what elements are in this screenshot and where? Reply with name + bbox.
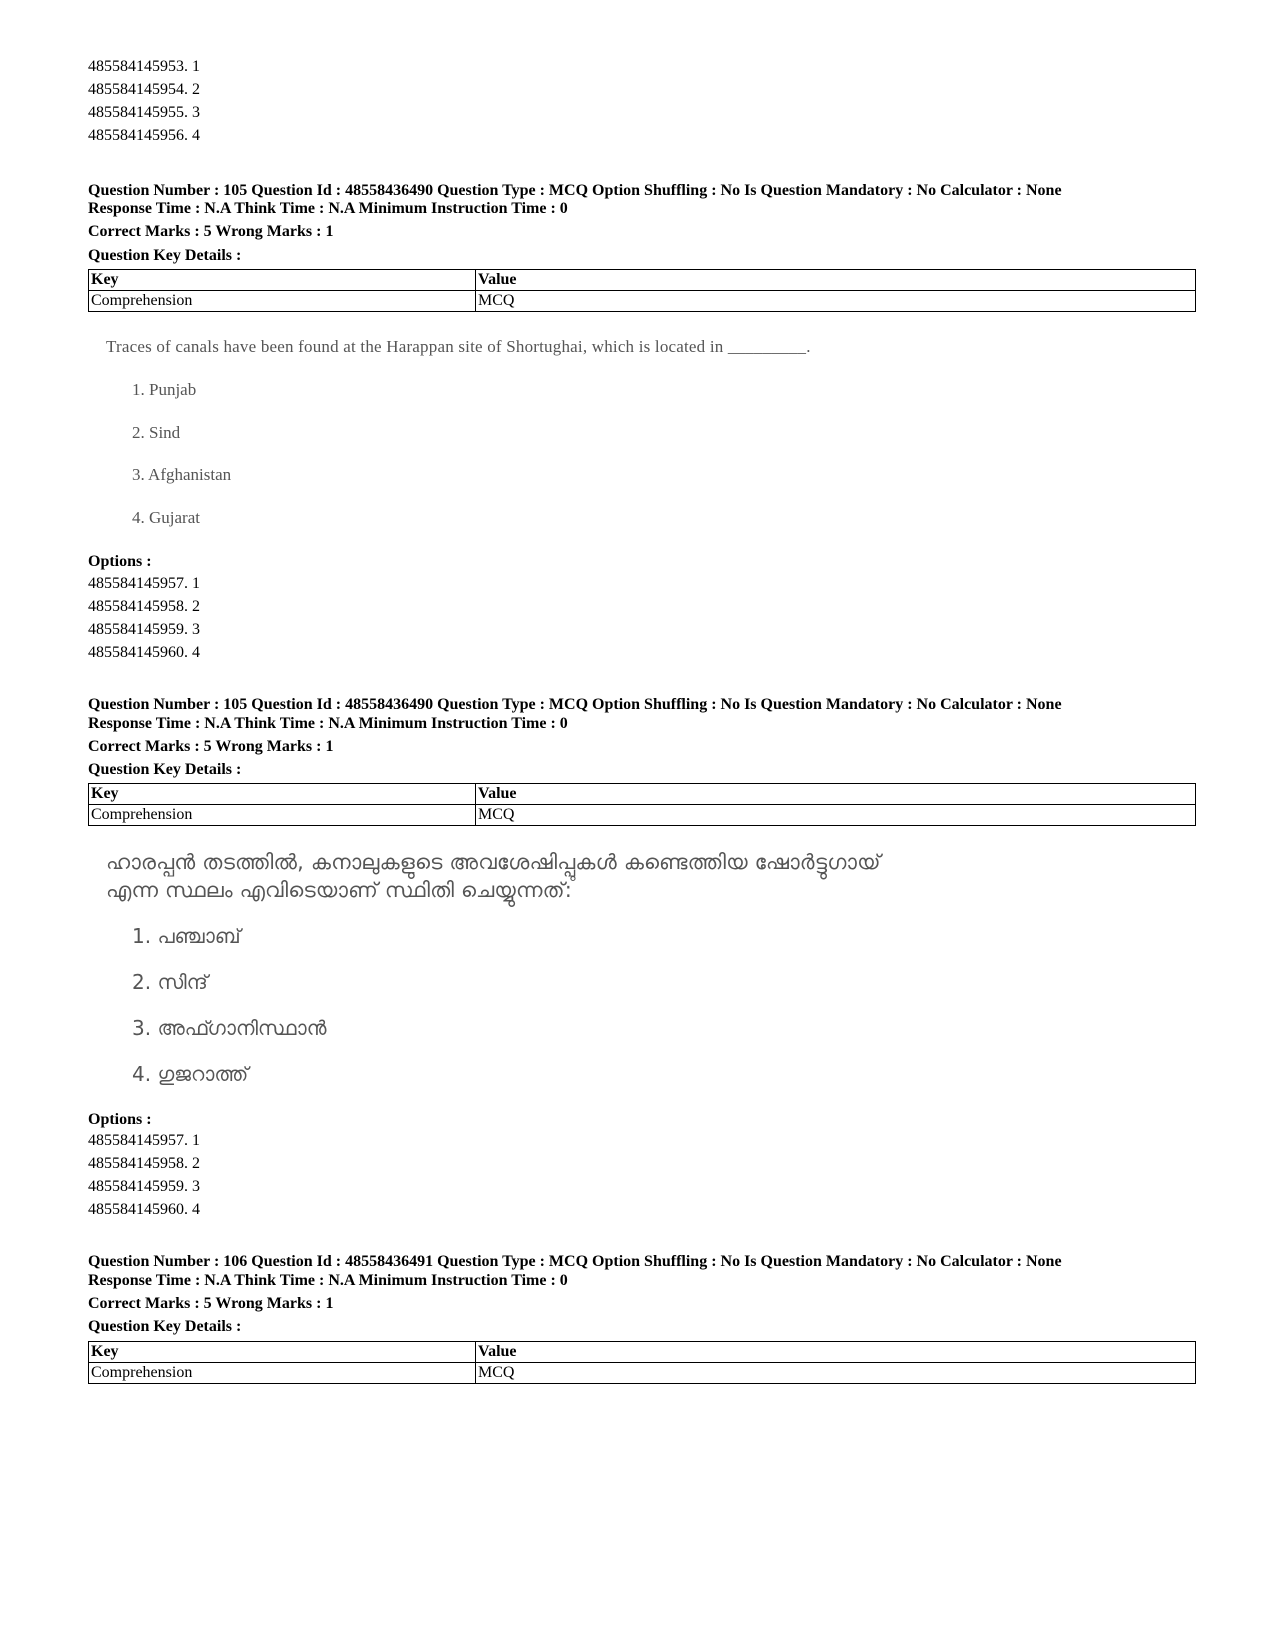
- options-label: Options :: [88, 1111, 152, 1128]
- table-header-key: Key: [89, 784, 476, 805]
- choice-en: 3. Afghanistan: [132, 465, 232, 484]
- option-line: 485584145960. 4: [88, 644, 200, 661]
- choice-ml: 2. സിന്ദ്: [132, 970, 208, 994]
- option-line: 485584145956. 4: [88, 127, 200, 144]
- option-line: 485584145958. 2: [88, 1155, 200, 1172]
- option-line: 485584145959. 3: [88, 621, 200, 638]
- options-label: Options :: [88, 553, 152, 570]
- option-line: 485584145954. 2: [88, 81, 200, 98]
- table-header-key: Key: [89, 270, 476, 291]
- option-line: 485584145959. 3: [88, 1178, 200, 1195]
- question-header: Question Number : 106 Question Id : 48558436491 Question Type : MCQ Option Shuffling : No Is Question Mandatory : No Calculator : None: [88, 1253, 1062, 1270]
- table-header-value: Value: [476, 270, 1196, 291]
- question-timing: Response Time : N.A Think Time : N.A Minimum Instruction Time : 0: [88, 1272, 568, 1289]
- table-cell-key: Comprehension: [89, 1363, 476, 1384]
- option-line: 485584145955. 3: [88, 104, 200, 121]
- key-details-label: Question Key Details :: [88, 761, 242, 778]
- question-header: Question Number : 105 Question Id : 48558436490 Question Type : MCQ Option Shuffling : No Is Question Mandatory : No Calculator : None: [88, 696, 1062, 713]
- key-details-table: [88, 783, 1196, 826]
- choice-en: 1. Punjab: [132, 380, 197, 399]
- table-cell-value: MCQ: [476, 1363, 1196, 1384]
- choice-en: 2. Sind: [132, 423, 181, 442]
- choice-ml: 3. അഫ്ഗാനിസ്ഥാൻ: [132, 1016, 327, 1040]
- choice-ml: 4. ഗുജറാത്ത്: [132, 1062, 249, 1086]
- question-timing: Response Time : N.A Think Time : N.A Minimum Instruction Time : 0: [88, 715, 568, 732]
- table-cell-key: Comprehension: [89, 291, 476, 312]
- table-cell-value: MCQ: [476, 291, 1196, 312]
- choice-en: 4. Gujarat: [132, 508, 200, 527]
- question-timing: Response Time : N.A Think Time : N.A Minimum Instruction Time : 0: [88, 200, 568, 217]
- key-details-label: Question Key Details :: [88, 247, 242, 264]
- question-text-en: Traces of canals have been found at the Harappan site of Shortughai, which is located in _________.: [106, 337, 811, 356]
- key-details-label: Question Key Details :: [88, 1318, 242, 1335]
- option-line: 485584145957. 1: [88, 575, 200, 592]
- option-line: 485584145958. 2: [88, 598, 200, 615]
- table-cell-value: MCQ: [476, 805, 1196, 826]
- question-text-ml-line1: ഹാരപ്പൻ തടത്തിൽ, കനാലുകളുടെ അവശേഷിപ്പുകൾ കണ്ടെത്തിയ ഷോർട്ടുഗായ്: [106, 850, 881, 874]
- key-details-table: [88, 269, 1196, 312]
- option-line: 485584145953. 1: [88, 58, 200, 75]
- table-cell-key: Comprehension: [89, 805, 476, 826]
- question-header: Question Number : 105 Question Id : 48558436490 Question Type : MCQ Option Shuffling : No Is Question Mandatory : No Calculator : None: [88, 182, 1062, 199]
- question-text-ml-line2: എന്ന സ്ഥലം എവിടെയാണ് സ്ഥിതി ചെയ്യുന്നത്:: [106, 878, 573, 902]
- table-header-key: Key: [89, 1342, 476, 1363]
- table-header-value: Value: [476, 1342, 1196, 1363]
- table-header-value: Value: [476, 784, 1196, 805]
- choice-ml: 1. പഞ്ചാബ്: [132, 924, 241, 948]
- question-marks: Correct Marks : 5 Wrong Marks : 1: [88, 738, 334, 755]
- question-marks: Correct Marks : 5 Wrong Marks : 1: [88, 1295, 334, 1312]
- question-marks: Correct Marks : 5 Wrong Marks : 1: [88, 223, 334, 240]
- key-details-table: [88, 1341, 1196, 1384]
- option-line: 485584145957. 1: [88, 1132, 200, 1149]
- option-line: 485584145960. 4: [88, 1201, 200, 1218]
